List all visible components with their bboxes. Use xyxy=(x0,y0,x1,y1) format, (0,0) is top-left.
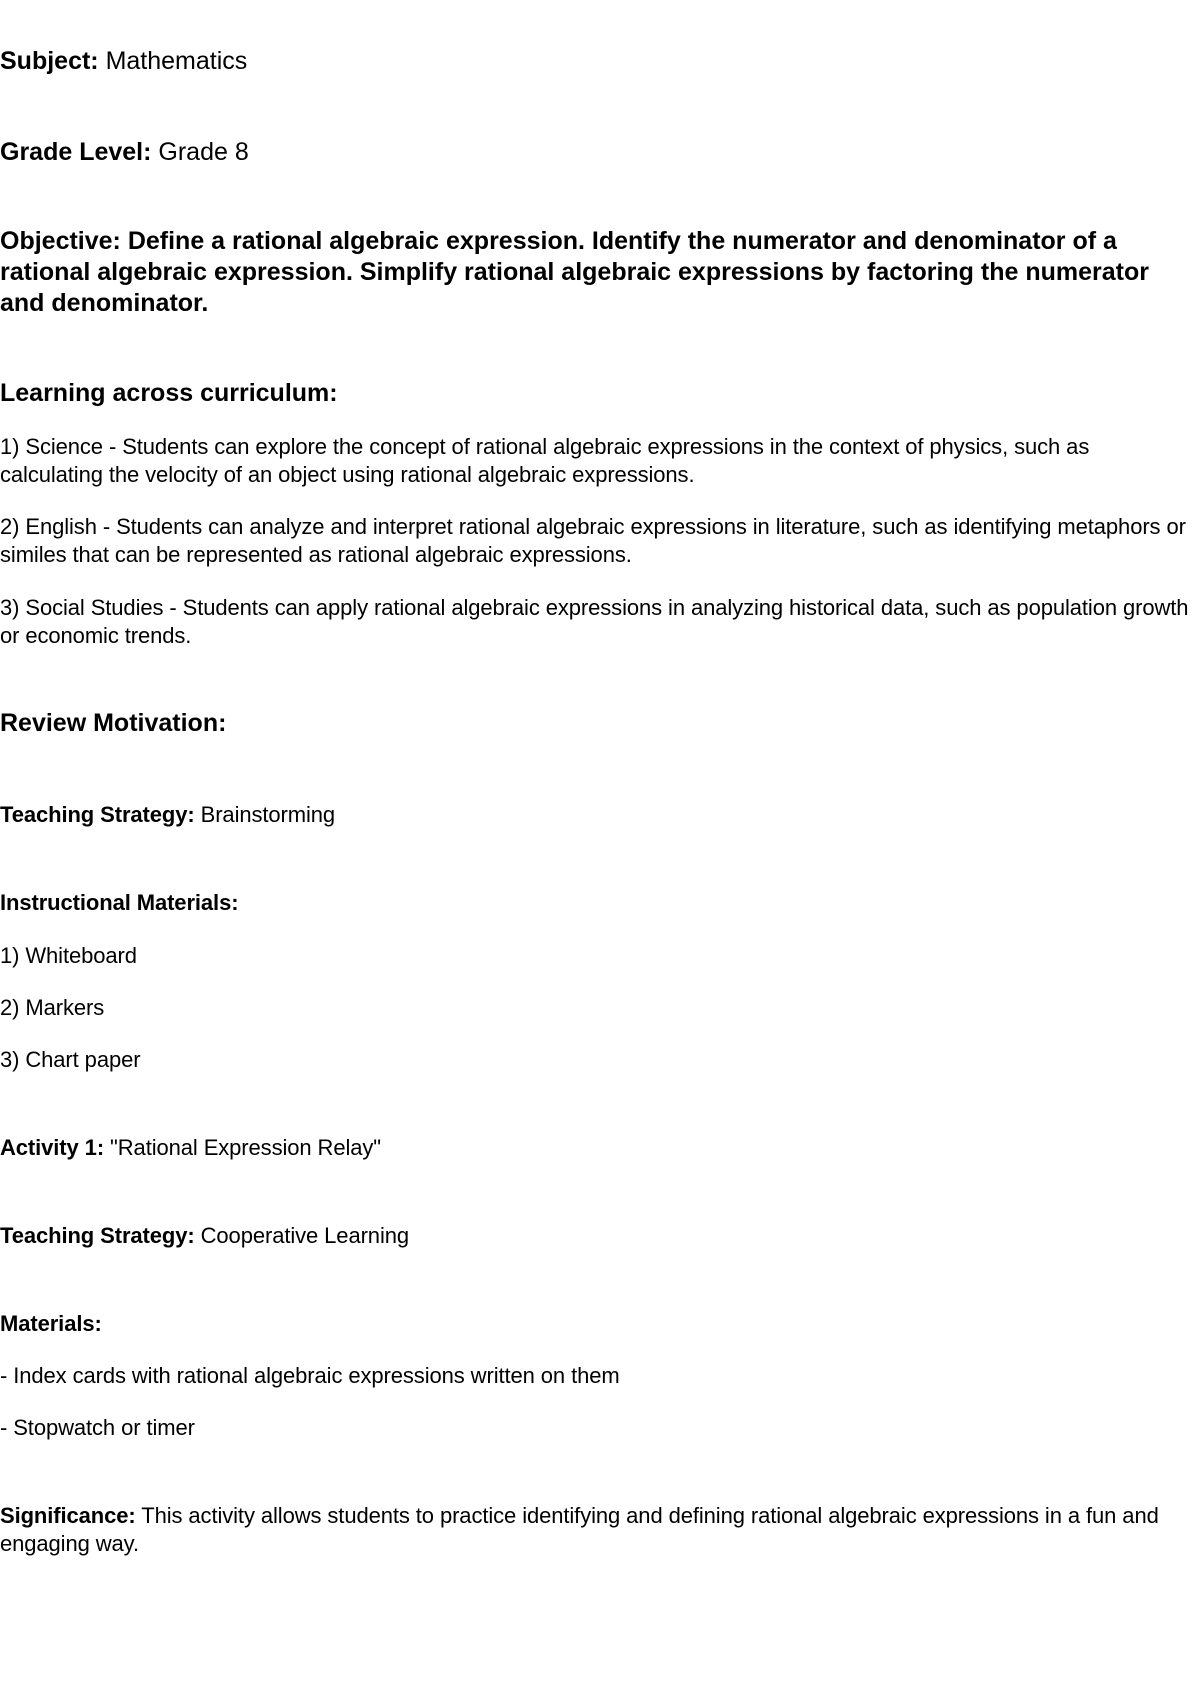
strategy-line-1 xyxy=(0,801,335,829)
instructional-item: 2) Markers xyxy=(0,995,105,1020)
activity-value: "Rational Expression Relay" xyxy=(104,1135,381,1160)
subject-label: Subject: xyxy=(0,47,99,75)
subject-value: Mathematics xyxy=(98,47,248,75)
strategy-value-1: Brainstorming xyxy=(194,802,336,827)
grade-line xyxy=(0,137,249,168)
strategy-label-2: Teaching Strategy: xyxy=(0,1223,195,1248)
strategy-line-2 xyxy=(0,1222,409,1250)
learning-heading: Learning across curriculum: xyxy=(0,379,338,407)
review-heading: Review Motivation: xyxy=(0,709,227,737)
activity-line xyxy=(0,1134,381,1162)
learning-item-english: 2) English - Students can analyze and interpret rational algebraic expressions in literature, such as identifying metaphors or similes that can be represented as rational algebraic expressions. xyxy=(0,514,1186,567)
objective-value: Define a rational algebraic expression. Identify the numerator and denominator of a rational algebraic expression. Simplify rational algebraic expressions by factoring the numerator and denominator. xyxy=(0,227,1149,317)
learning-item-social-studies: 3) Social Studies - Students can apply rational algebraic expressions in analyzing historical data, such as population growth or economic trends. xyxy=(0,595,1189,648)
objective-paragraph xyxy=(0,226,1195,319)
instructional-item: 3) Chart paper xyxy=(0,1047,141,1072)
instructional-item: 1) Whiteboard xyxy=(0,943,137,968)
materials-heading: Materials: xyxy=(0,1311,102,1336)
instructional-heading: Instructional Materials: xyxy=(0,890,239,915)
strategy-label-1: Teaching Strategy: xyxy=(0,802,195,827)
objective-label: Objective: xyxy=(0,227,121,255)
materials-item: - Stopwatch or timer xyxy=(0,1415,195,1440)
significance-paragraph xyxy=(0,1502,1195,1558)
grade-value: Grade 8 xyxy=(151,138,249,166)
materials-item: - Index cards with rational algebraic expressions written on them xyxy=(0,1363,620,1388)
significance-label: Significance: xyxy=(0,1503,136,1528)
grade-label: Grade Level: xyxy=(0,138,152,166)
subject-line xyxy=(0,46,247,77)
learning-item-science: 1) Science - Students can explore the concept of rational algebraic expressions in the context of physics, such as calculating the velocity of an object using rational algebraic expressions. xyxy=(0,434,1090,487)
activity-label: Activity 1: xyxy=(0,1135,105,1160)
significance-value: This activity allows students to practice identifying and defining rational algebraic expressions in a fun and engaging way. xyxy=(0,1503,1159,1556)
strategy-value-2: Cooperative Learning xyxy=(194,1223,410,1248)
